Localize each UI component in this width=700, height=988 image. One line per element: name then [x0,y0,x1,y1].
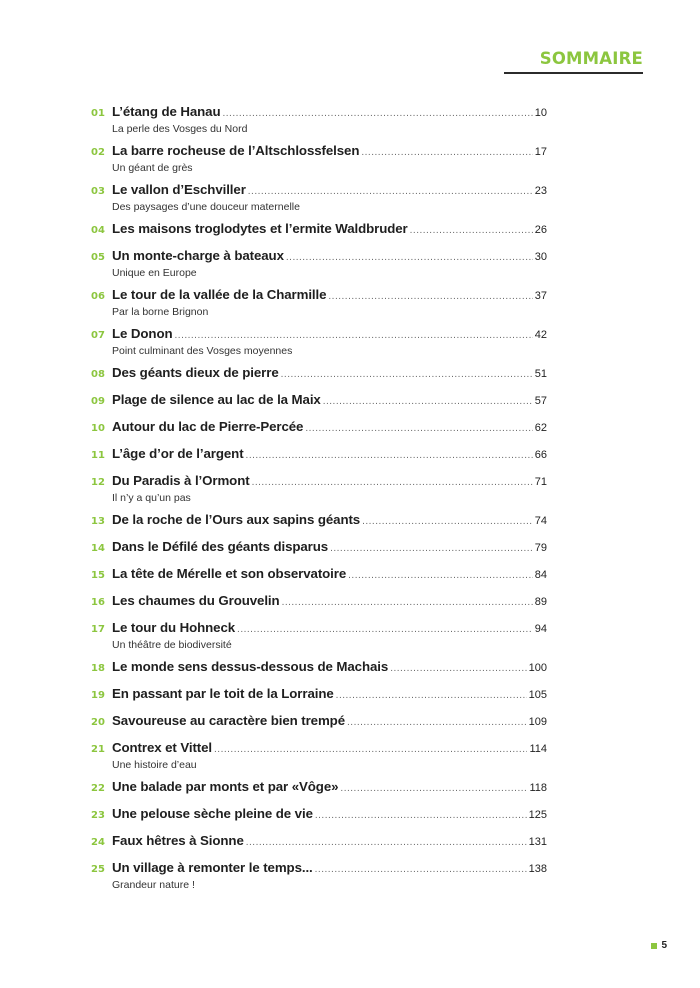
toc-entry-page: 23 [534,185,547,197]
toc-entry-subtitle: Unique en Europe [112,267,197,279]
toc-entry-number: 24 [91,837,105,848]
dot-leader [248,186,533,197]
toc-entry-title: Le vallon d’Eschviller [112,182,246,197]
toc-entry[interactable] [91,365,547,385]
toc-entry-row [91,566,547,586]
toc-entry-subtitle: Des paysages d’une douceur maternelle [112,201,300,213]
toc-entry-number: 11 [91,450,105,461]
toc-entry-row [91,143,547,163]
toc-entry-row [91,686,547,706]
toc-entry-title: Dans le Défilé des géants disparus [112,539,329,554]
toc-entry-row [91,659,547,679]
toc-entry[interactable] [91,566,547,586]
dot-leader [281,369,533,380]
toc-entry-page: 51 [534,368,547,380]
toc-entry-number: 20 [91,717,105,728]
dot-leader [305,423,532,434]
dot-leader [214,744,527,755]
toc-entry-title: Une balade par monts et par «Vôge» [112,779,339,794]
toc-entry-row [91,182,547,202]
toc-entry-row [91,446,547,466]
toc-entry[interactable] [91,686,547,706]
toc-entry[interactable] [91,806,547,826]
footer-marker [651,943,657,949]
dot-leader [330,543,533,554]
toc-entry[interactable] [91,182,547,214]
toc-entry-title: Le tour de la vallée de la Charmille [112,287,327,302]
toc-entry-number: 09 [91,396,105,407]
toc-entry-title: Le monde sens dessus-dessous de Machais [112,659,389,674]
toc-entry-title: Contrex et Vittel [112,740,213,755]
toc-entry-subtitle: Une histoire d’eau [112,759,197,771]
dot-leader [246,450,533,461]
toc-entry-page: 17 [534,146,547,158]
toc-entry[interactable] [91,473,547,505]
dot-leader [323,396,533,407]
toc-entry-row [91,593,547,613]
dot-leader [328,291,532,302]
toc-entry[interactable] [91,620,547,652]
toc-entry-title: Le Donon [112,326,173,341]
toc-entry-page: 100 [528,662,547,674]
table-of-contents [91,104,547,899]
toc-entry-subtitle: Un géant de grès [112,162,193,174]
toc-entry-title: De la roche de l’Ours aux sapins géants [112,512,361,527]
toc-entry-row [91,221,547,241]
toc-entry-row [91,713,547,733]
toc-entry-title: L’étang de Hanau [112,104,221,119]
toc-entry-number: 04 [91,225,105,236]
toc-entry-page: 42 [534,329,547,341]
toc-entry[interactable] [91,248,547,280]
toc-entry-subtitle: La perle des Vosges du Nord [112,123,248,135]
toc-entry-row [91,419,547,439]
toc-entry-subtitle: Il n’y a qu’un pas [112,492,191,504]
toc-entry-page: 57 [534,395,547,407]
toc-entry-title: Les chaumes du Grouvelin [112,593,280,608]
toc-entry-page: 10 [534,107,547,119]
toc-entry-title: Des géants dieux de pierre [112,365,279,380]
toc-entry-number: 19 [91,690,105,701]
toc-entry-page: 109 [528,716,547,728]
toc-entry[interactable] [91,659,547,679]
toc-entry-page: 125 [528,809,547,821]
toc-entry[interactable] [91,287,547,319]
toc-entry-number: 14 [91,543,105,554]
dot-leader [340,783,527,794]
toc-entry-subtitle: Grandeur nature ! [112,879,195,891]
toc-entry-number: 01 [91,108,105,119]
dot-leader [237,624,533,635]
dot-leader [246,837,527,848]
toc-entry[interactable] [91,833,547,853]
toc-entry-number: 15 [91,570,105,581]
toc-entry-number: 07 [91,330,105,341]
dot-leader [347,717,527,728]
toc-entry-row [91,833,547,853]
dot-leader [336,690,527,701]
toc-entry-title: La tête de Mérelle et son observatoire [112,566,347,581]
toc-entry-number: 23 [91,810,105,821]
toc-entry-page: 131 [528,836,547,848]
toc-entry[interactable] [91,221,547,241]
toc-entry-page: 118 [529,782,547,794]
dot-leader [252,477,533,488]
toc-entry-title: Autour du lac de Pierre-Percée [112,419,304,434]
toc-entry-page: 26 [534,224,547,236]
toc-entry-title: Le tour du Hohneck [112,620,236,635]
toc-entry-row [91,104,547,124]
toc-entry-number: 06 [91,291,105,302]
toc-entry-page: 30 [534,251,547,263]
toc-entry-row [91,779,547,799]
dot-leader [362,516,533,527]
toc-entry-page: 84 [534,569,547,581]
toc-entry-number: 02 [91,147,105,158]
toc-entry-row [91,248,547,268]
toc-entry-title: L’âge d’or de l’argent [112,446,244,461]
toc-entry-title: En passant par le toit de la Lorraine [112,686,334,701]
dot-leader [286,252,533,263]
toc-entry[interactable] [91,419,547,439]
toc-entry-title: Du Paradis à l’Ormont [112,473,250,488]
toc-entry-number: 13 [91,516,105,527]
toc-entry-row [91,287,547,307]
toc-entry-number: 21 [91,744,105,755]
toc-entry-number: 08 [91,369,105,380]
toc-entry-number: 12 [91,477,105,488]
toc-entry-row [91,512,547,532]
toc-entry[interactable] [91,392,547,412]
toc-entry-subtitle: Par la borne Brignon [112,306,209,318]
toc-entry-page: 105 [528,689,547,701]
toc-entry-title: Plage de silence au lac de la Maix [112,392,321,407]
toc-entry[interactable] [91,512,547,532]
toc-entry-title: Un village à remonter le temps... [112,860,313,875]
toc-entry[interactable] [91,713,547,733]
toc-entry-title: Faux hêtres à Sionne [112,833,244,848]
toc-entry-page: 79 [534,542,547,554]
toc-entry-row [91,326,547,346]
toc-entry-title: Savoureuse au caractère bien trempé [112,713,346,728]
dot-leader [410,225,533,236]
toc-entry-number: 10 [91,423,105,434]
toc-entry[interactable] [91,740,547,772]
dot-leader [390,663,526,674]
toc-entry-number: 25 [91,864,105,875]
toc-entry-title: Une pelouse sèche pleine de vie [112,806,313,821]
toc-entry-row [91,620,547,640]
toc-entry[interactable] [91,593,547,613]
toc-entry-page: 62 [534,422,547,434]
toc-entry-row [91,473,547,493]
toc-entry-title: Un monte-charge à bateaux [112,248,284,263]
toc-entry[interactable] [91,446,547,466]
toc-entry-number: 22 [91,783,105,794]
dot-leader [223,108,533,119]
dot-leader [175,330,533,341]
toc-entry-number: 17 [91,624,105,635]
toc-entry-title: La barre rocheuse de l’Altschlossfelsen [112,143,360,158]
toc-entry-subtitle: Point culminant des Vosges moyennes [112,345,293,357]
toc-entry-row [91,392,547,412]
dot-leader [348,570,533,581]
toc-entry-page: 114 [529,743,547,755]
page-title: SOMMAIRE [539,49,643,68]
toc-entry-row [91,806,547,826]
dot-leader [315,864,527,875]
toc-entry-page: 94 [534,623,547,635]
toc-entry[interactable] [91,143,547,175]
page-number: 5 [661,940,667,951]
toc-entry-row [91,365,547,385]
toc-entry[interactable] [91,860,547,892]
toc-entry-number: 03 [91,186,105,197]
toc-entry-page: 74 [534,515,547,527]
toc-entry[interactable] [91,539,547,559]
toc-entry-page: 71 [534,476,547,488]
page-footer [651,940,667,951]
toc-entry-page: 37 [534,290,547,302]
toc-entry-row [91,539,547,559]
toc-entry-number: 18 [91,663,105,674]
toc-entry-page: 66 [534,449,547,461]
dot-leader [282,597,533,608]
dot-leader [361,147,532,158]
dot-leader [315,810,527,821]
toc-entry-page: 138 [528,863,547,875]
toc-entry-number: 16 [91,597,105,608]
toc-entry-subtitle: Un théâtre de biodiversité [112,639,232,651]
toc-entry-row [91,740,547,760]
toc-entry-page: 89 [534,596,547,608]
toc-entry-row [91,860,547,880]
header-underline [504,72,643,74]
toc-entry-number: 05 [91,252,105,263]
toc-entry[interactable] [91,104,547,136]
toc-entry[interactable] [91,779,547,799]
toc-entry[interactable] [91,326,547,358]
toc-entry-title: Les maisons troglodytes et l’ermite Waldbruder [112,221,408,236]
